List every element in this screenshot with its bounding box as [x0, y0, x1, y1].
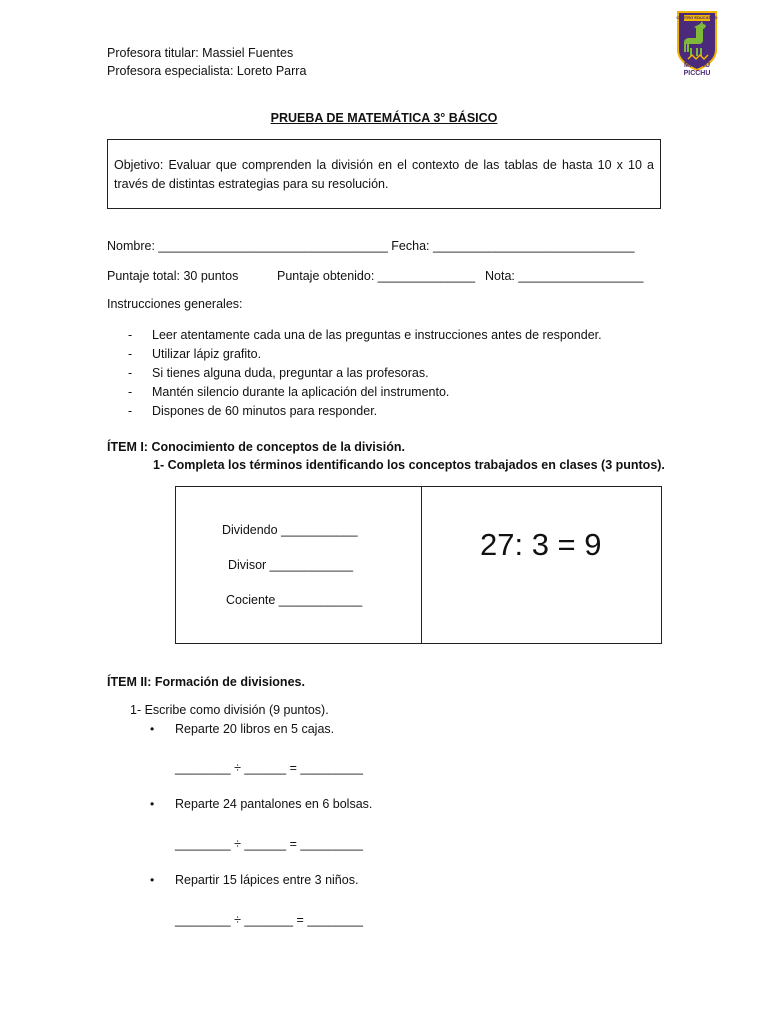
list-item: - Dispones de 60 minutos para responder. — [128, 404, 378, 418]
obtained-score-field[interactable]: Puntaje obtenido: ______________ — [277, 269, 476, 283]
list-item: - Si tienes alguna duda, preguntar a las profesoras. — [128, 366, 429, 380]
list-item: - Leer atentamente cada una de las preguntas e instrucciones antes de responder. — [128, 328, 602, 342]
exercise-answer-field[interactable]: ________ ÷ ______ = _________ — [175, 837, 363, 851]
total-score: Puntaje total: 30 puntos — [107, 269, 239, 283]
instructions-heading: Instrucciones generales: — [107, 297, 243, 311]
logo-name-2: PICCHU — [683, 70, 711, 77]
cociente-field[interactable]: Cociente ____________ — [226, 593, 363, 607]
objective-text — [114, 156, 654, 194]
specialist-name: Profesora especialista: Loreto Parra — [107, 64, 307, 78]
exercise-answer-field[interactable]: ________ ÷ _______ = ________ — [175, 913, 363, 927]
table-divider — [421, 487, 422, 643]
bullet-icon: • — [150, 797, 155, 811]
item2-question: 1- Escribe como división (9 puntos). — [130, 703, 329, 717]
page-title: PRUEBA DE MATEMÁTICA 3° BÁSICO — [270, 111, 498, 125]
terms-table — [175, 486, 662, 644]
list-item: - Mantén silencio durante la aplicación del instrumento. — [128, 385, 450, 399]
logo-name-1: MACHU — [683, 62, 711, 69]
bullet-icon: • — [150, 722, 155, 736]
objective-box — [107, 139, 661, 209]
item1-question: 1- Completa los términos identificando los conceptos trabajados en clases (3 puntos). — [153, 458, 665, 472]
divisor-field[interactable]: Divisor ____________ — [228, 558, 354, 572]
exercise-text: Reparte 24 pantalones en 6 bolsas. — [175, 797, 373, 811]
division-equation: 27: 3 = 9 — [480, 527, 602, 562]
objective-line-2: través de distintas estrategias para su resolución. — [114, 177, 389, 191]
exercise-text: Reparte 20 libros en 5 cajas. — [175, 722, 335, 736]
item1-heading: ÍTEM I: Conocimiento de conceptos de la división. — [107, 440, 405, 454]
grade-field[interactable]: Nota: __________________ — [485, 269, 644, 283]
item2-heading: ÍTEM II: Formación de divisiones. — [107, 675, 305, 689]
instructions-list — [128, 326, 602, 421]
name-date-field[interactable]: Nombre: _________________________________ Fecha: _____________________________ — [107, 239, 635, 253]
exercise-text: Repartir 15 lápices entre 3 niños. — [175, 873, 359, 887]
bullet-icon: • — [150, 873, 155, 887]
list-item: - Utilizar lápiz grafito. — [128, 347, 262, 361]
logo-top-text: CENTRO EDUCATIVO — [676, 15, 718, 20]
exercise-answer-field[interactable]: ________ ÷ ______ = _________ — [175, 761, 363, 775]
dividendo-field[interactable]: Dividendo ___________ — [222, 523, 358, 537]
teacher-name: Profesora titular: Massiel Fuentes — [107, 46, 294, 60]
objective-line-1: Objetivo: Evaluar que comprenden la división en el contexto de las tablas de hasta 10 x 10 a — [114, 158, 654, 172]
